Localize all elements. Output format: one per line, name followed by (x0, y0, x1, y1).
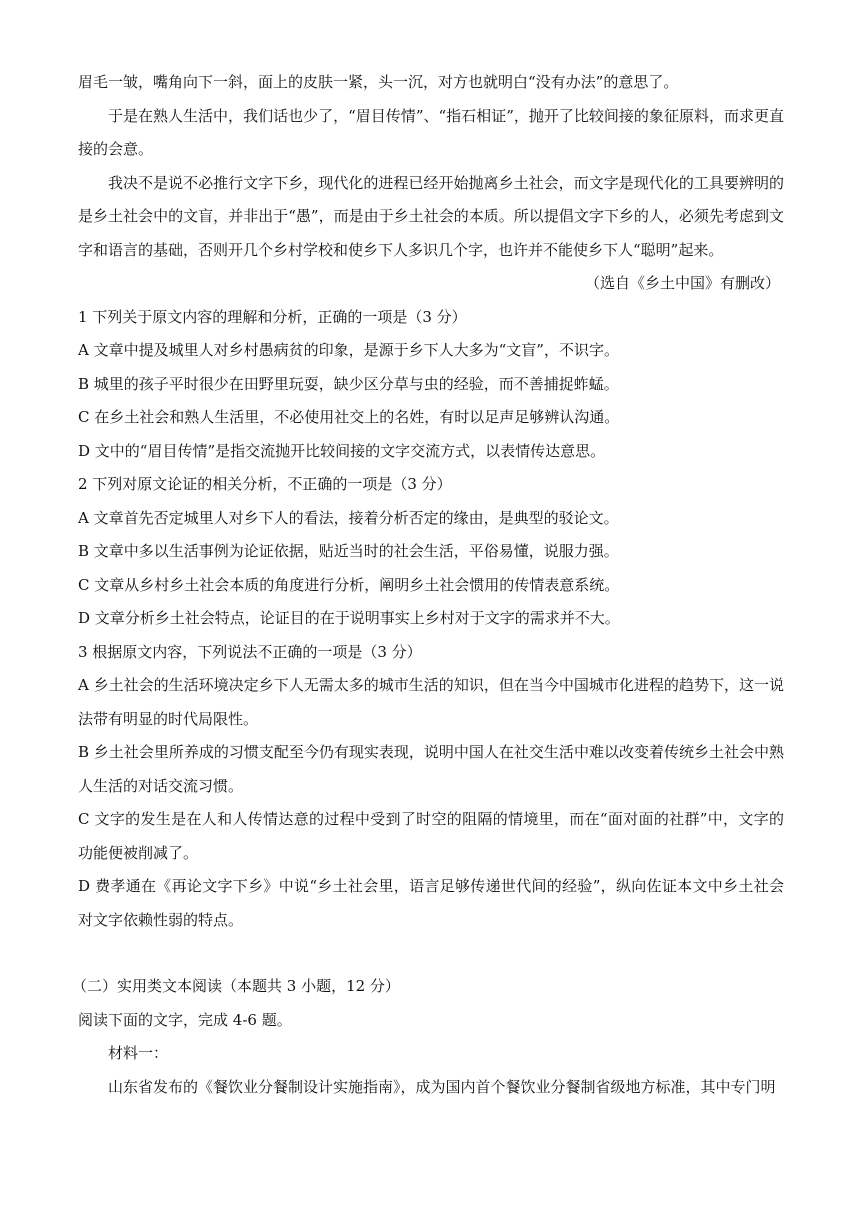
passage-paragraph: 眉毛一皱，嘴角向下一斜，面上的皮肤一紧，头一沉，对方也就明白“没有办法”的意思了。 (78, 73, 679, 91)
answer-option: B 乡土社会里所养成的习惯支配至今仍有现实表现，说明中国人在社交生活中难以改变着传统乡土社会中熟人生活的对话交流习惯。 (78, 743, 784, 795)
passage-source: （选自《乡土中国》有删改） (584, 274, 780, 292)
question-stem: 3 根据原文内容，下列说法不正确的一项是（3 分） (78, 642, 422, 661)
passage-paragraph: 于是在熟人生活中，我们话也少了，“眉目传情”、“指石相证”，抛开了比较间接的象征原料，而求更直接的会意。 (78, 106, 784, 158)
question-block (78, 301, 784, 469)
section-heading: （二）实用类文本阅读（本题共 3 小题，12 分） (72, 977, 400, 995)
answer-option: B 文章中多以生活事例为论证依据，贴近当时的社会生活，平俗易懂，说服力强。 (78, 542, 619, 560)
answer-option: A 乡土社会的生活环境决定乡下人无需太多的城市生活的知识，但在当今中国城市化进程的趋势下，这一说法带有明显的时代局限性。 (78, 676, 784, 728)
section-spacer (78, 937, 784, 970)
material-text: 山东省发布的《餐饮业分餐制设计实施指南》，成为国内首个餐饮业分餐制省级地方标准，其中专门明 (108, 1077, 776, 1096)
answer-option: C 文字的发生是在人和人传情达意的过程中受到了时空的阻隔的情境里，而在“面对面的社群”中，文字的功能便被削减了。 (78, 810, 784, 862)
answer-option: D 费孝通在《再论文字下乡》中说“乡土社会里，语言足够传递世代间的经验”，纵向佐证本文中乡土社会对文字依赖性弱的特点。 (78, 877, 784, 929)
answer-option: B 城里的孩子平时很少在田野里玩耍，缺少区分草与虫的经验，而不善捕捉蚱蜢。 (78, 374, 619, 393)
answer-option: A 文章首先否定城里人对乡下人的看法，接着分析否定的缘由，是典型的驳论文。 (78, 508, 619, 527)
passage-paragraph: 我决不是说不必推行文字下乡，现代化的进程已经开始抛离乡土社会，而文字是现代化的工具要辨明的是乡土社会中的文盲，并非出于“愚”，而是由于乡土社会的本质。所以提倡文字下乡的人，必须先考虑到文字和语言的基础，否则开几个乡村学校和使乡下人多识几个字，也许并不能使乡下人“聪明”起来。 (78, 173, 784, 259)
material-label: 材料一： (108, 1044, 169, 1062)
answer-option: A 文章中提及城里人对乡村愚病贫的印象，是源于乡下人大多为“文盲”，不识字。 (78, 341, 619, 359)
question-block (78, 468, 784, 636)
question-block (78, 636, 784, 938)
answer-option: C 在乡土社会和熟人生活里，不必使用社交上的名姓，有时以足声足够辨认沟通。 (78, 408, 620, 426)
question-stem: 2 下列对原文论证的相关分析，不正确的一项是（3 分） (78, 475, 452, 493)
answer-option: D 文章分析乡土社会特点，论证目的在于说明事实上乡村对于文字的需求并不大。 (78, 609, 620, 627)
document-page (72, 66, 784, 1104)
question-stem: 1 下列关于原文内容的理解和分析，正确的一项是（3 分） (78, 307, 467, 326)
section-instruction: 阅读下面的文字，完成 4-6 题。 (78, 1010, 292, 1029)
answer-option: C 文章从乡村乡土社会本质的角度进行分析，阐明乡土社会惯用的传情表意系统。 (78, 575, 620, 594)
answer-option: D 文中的“眉目传情”是指交流抛开比较间接的文字交流方式，以表情传达意思。 (78, 441, 606, 460)
